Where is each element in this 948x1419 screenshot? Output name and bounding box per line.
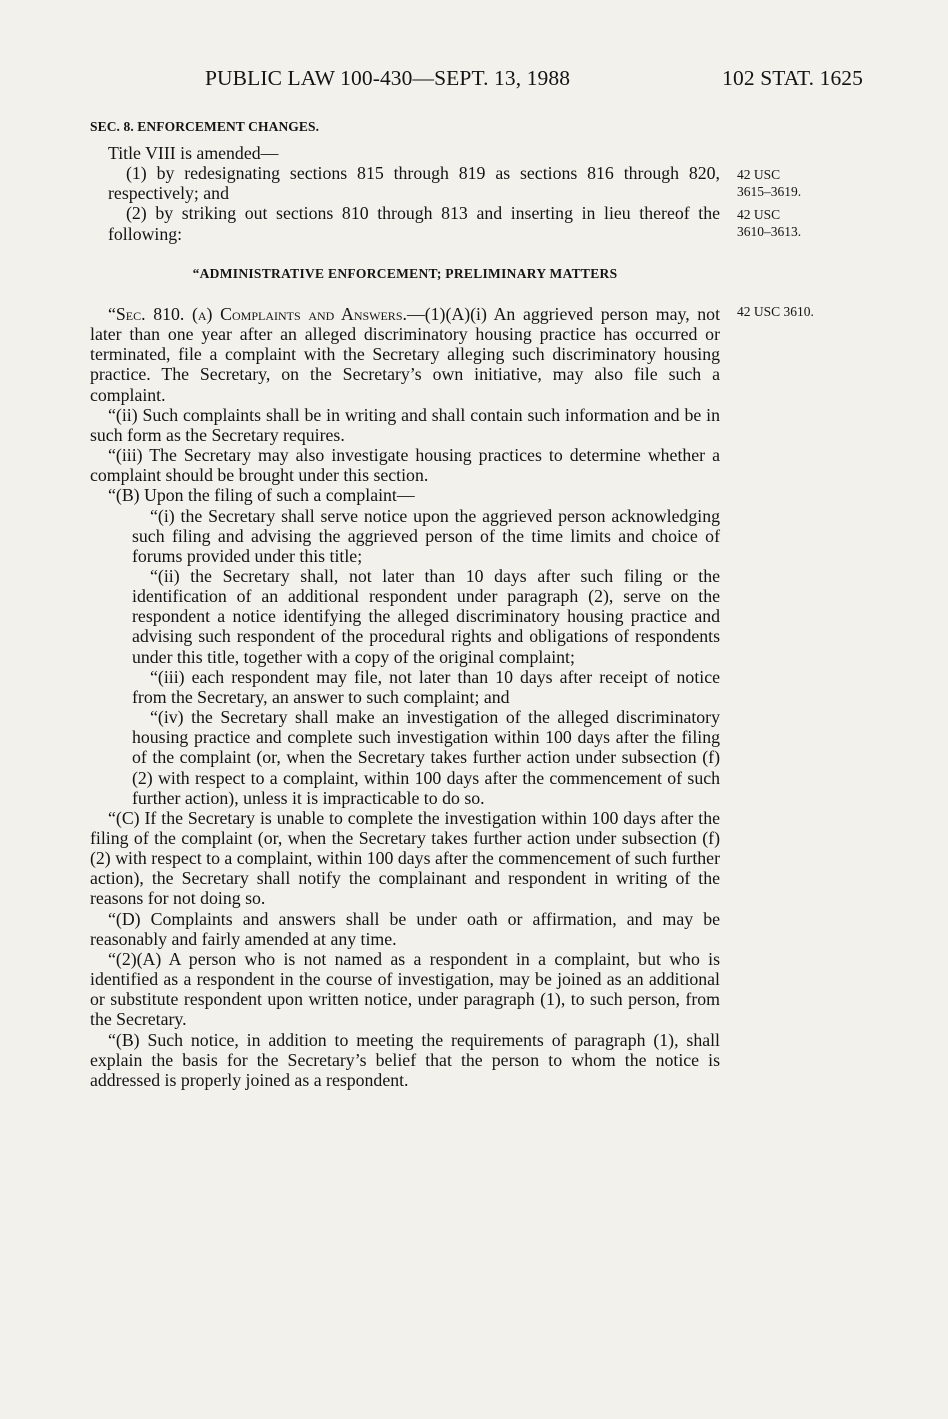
paragraph-d: “(D) Complaints and answers shall be under oath or affirmation, and may be reasonably and fairly amended at any time.: [90, 908, 720, 949]
header-law-citation: PUBLIC LAW 100-430—SEPT. 13, 1988: [205, 66, 571, 90]
amendment-item-2: (2) by striking out sections 810 through 813 and inserting in lieu thereof the following:: [108, 203, 720, 244]
header-stat-page: 102 STAT. 1625: [722, 66, 863, 90]
margin-note-2-line2: 3610–3613.: [737, 224, 802, 239]
paragraph-b: “(B) Upon the filing of such a complaint—: [108, 485, 415, 506]
paragraph-2a: “(2)(A) A person who is not named as a respondent in a complaint, but who is identified as a respondent in the course of investigation, may be joined as an additional or substitute respondent upon written notice, under paragraph (1), to such person, from the Secretary.: [90, 948, 720, 1030]
subitem-iv: “(iv) the Secretary shall make an investigation of the alleged discriminatory housing practice and complete such investigation within 100 days after the filing of the complaint (or, when the Secretary takes further action under subsection (f)(2) with respect to a complaint, within 100 days after the commencement of such further action), unless it is impracticable to do so.: [132, 707, 720, 808]
margin-note-1: [737, 166, 801, 200]
amendment-item-1: (1) by redesignating sections 815 through 819 as sections 816 through 820, respectively; and: [108, 163, 720, 204]
sec-810-text: —(1)(A)(i) An aggrieved person may, not later than one year after an alleged discriminatory housing practice has occurred or terminated, file a complaint with the Secretary alleging such discriminatory housing practice. The Secretary, on the Secretary’s own initiative, may also file such a complaint.: [90, 303, 721, 405]
sec-810-caption: Complaints and Answers.: [220, 303, 407, 324]
paragraph-a-iii: “(iii) The Secretary may also investigate housing practices to determine whether a complaint should be brought under this section.: [90, 445, 720, 486]
center-heading: “ADMINISTRATIVE ENFORCEMENT; PRELIMINARY MATTERS: [192, 265, 618, 281]
paragraph-2b: “(B) Such notice, in addition to meeting the requirements of paragraph (1), shall explain the basis for the Secretary’s belief that the person to whom the notice is addressed is properly joined as a respondent.: [90, 1029, 720, 1090]
margin-note-3-line1: 42 USC 3610.: [737, 304, 814, 319]
margin-note-2: [737, 206, 801, 240]
margin-note-1-line1: 42 USC: [737, 167, 781, 182]
paragraph-a-ii: “(ii) Such complaints shall be in writing and shall contain such information and be in such form as the Secretary requires.: [90, 404, 720, 445]
margin-note-2-line1: 42 USC: [737, 207, 781, 222]
body-text: [90, 143, 720, 1090]
margin-note-1-line2: 3615–3619.: [737, 184, 802, 199]
sec-810-prefix: “Sec. 810. (a): [108, 303, 213, 324]
paragraph-c: “(C) If the Secretary is unable to complete the investigation within 100 days after the filing of the complaint (or, when the Secretary takes further action under subsection (f)(2) with respect to a complaint, within 100 days after the commencement of such further action), the Secretary shall notify the complainant and respondent in writing of the reasons for not doing so.: [90, 807, 720, 909]
subitem-iii: “(iii) each respondent may file, not later than 10 days after receipt of notice from the Secretary, an answer to such complaint; and: [132, 666, 720, 707]
subitem-ii: “(ii) the Secretary shall, not later than 10 days after such filing or the identification of an additional respondent under paragraph (2), serve on the respondent a notice identifying the alleged discriminatory housing practice and advising such respondent of the procedural rights and obligations of respondents under this title, together with a copy of the original complaint;: [132, 565, 720, 667]
section-heading: SEC. 8. ENFORCEMENT CHANGES.: [90, 119, 320, 134]
intro-text: Title VIII is amended—: [108, 143, 279, 163]
sec-810-paragraph: [90, 304, 720, 405]
margin-note-3: [737, 303, 814, 320]
page-header: [205, 66, 863, 91]
subitem-i: “(i) the Secretary shall serve notice upon the aggrieved person acknowledging such filing and advising the aggrieved person of the time limits and choice of forums provided under this title;: [132, 505, 720, 566]
